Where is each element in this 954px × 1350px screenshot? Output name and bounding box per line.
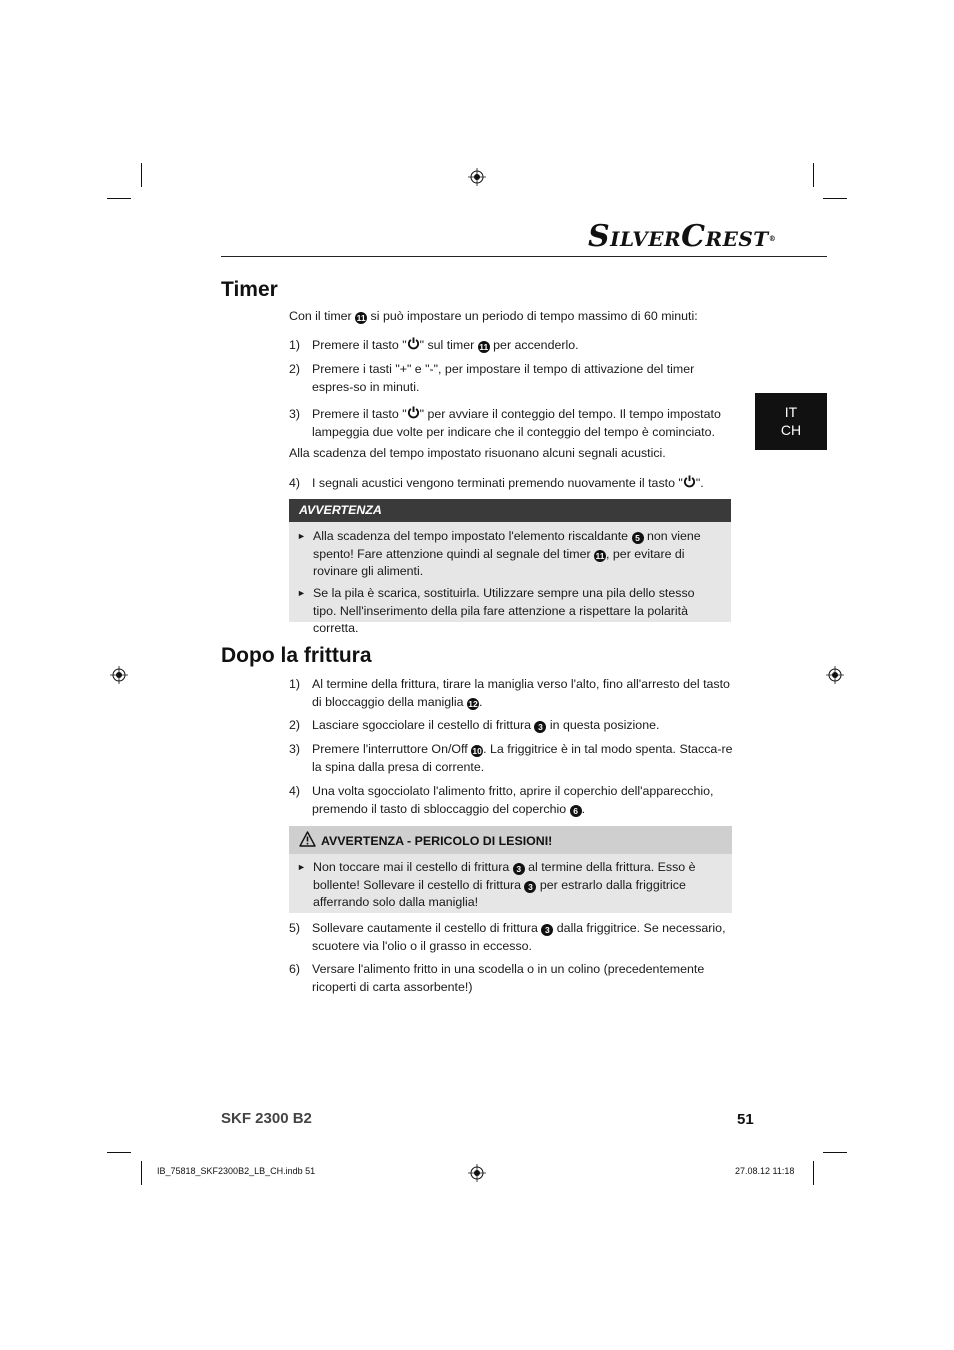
registration-mark-icon: [110, 666, 128, 684]
danger-warning-bullet: ► Non toccare mai il cestello di frittura 3 al termine della frittura. Esso è bollente! Sollevare il cestello di frittura 3 per estrarlo dalla friggitrice afferrando solo dalla maniglia!: [297, 860, 696, 909]
warning-bullet-2: ► Se la pila è scarica, sostituirla. Utilizzare sempre una pila dello stesso tipo. Nell'inserimento della pila fare attenzione a rispettare la polarità corretta.: [297, 586, 695, 635]
bullet-arrow-icon: ►: [297, 588, 306, 598]
registration-mark-icon: [468, 168, 486, 186]
power-icon: [683, 475, 696, 488]
warning-title: AVVERTENZA: [289, 499, 731, 522]
crop-mark: [107, 1152, 131, 1153]
brand-logo: SILVERCREST®: [588, 219, 777, 254]
dopo-step-4: 4) Una volta sgocciolato l'alimento fritto, aprire il coperchio dell'apparecchio, premendo il tasto di sbloccaggio del coperchio 6 .: [289, 784, 714, 816]
crop-mark: [823, 1152, 847, 1153]
power-icon: [407, 337, 420, 350]
ref-number: 11: [356, 313, 366, 323]
footer-model: SKF 2300 B2: [221, 1110, 312, 1127]
timer-intro: Con il timer 11 si può impostare un periodo di tempo massimo di 60 minuti:: [289, 309, 698, 323]
ref-number: 3: [541, 924, 553, 936]
print-slug-right: 27.08.12 11:18: [735, 1166, 795, 1176]
ref-number: 6: [570, 805, 582, 817]
section-title-timer: Timer: [221, 278, 278, 301]
crop-mark: [813, 1161, 814, 1185]
warning-bullet-1: ► Alla scadenza del tempo impostato l'elemento riscaldante 5 non viene spento! Fare attenzione quindi al segnale del timer 11 , per evitare di rovinare gli alimenti.: [297, 529, 701, 578]
timer-step-3: 3) Premere il tasto " " per avviare il conteggio del tempo. Il tempo impostato lampeggia due volte per indicare che il conteggio del tempo è cominciato.: [289, 407, 721, 439]
crop-mark: [141, 1161, 142, 1185]
crop-mark: [107, 198, 131, 199]
ref-number: 11: [479, 342, 489, 352]
section-title-dopo: Dopo la frittura: [221, 644, 372, 667]
registration-mark-icon: [826, 666, 844, 684]
power-icon: [407, 406, 420, 419]
crop-mark: [813, 163, 814, 187]
danger-warning-title: AVVERTENZA - PERICOLO DI LESIONI!: [289, 826, 732, 854]
dopo-step-2: 2) Lasciare sgocciolare il cestello di frittura 3 in questa posizione.: [289, 718, 660, 732]
header-rule: [221, 256, 827, 257]
bullet-arrow-icon: ►: [297, 862, 306, 872]
dopo-step-5: 5) Sollevare cautamente il cestello di frittura 3 dalla friggitrice. Se necessario, scuotere via l'olio o il grasso in eccesso.: [289, 921, 726, 953]
dopo-step-1: 1) Al termine della frittura, tirare la maniglia verso l'alto, fino all'arresto del tasto di bloccaggio della maniglia 12.: [289, 677, 730, 709]
ref-number: 3: [513, 863, 525, 875]
ref-number: 11: [595, 550, 605, 561]
dopo-step-3: 3) Premere l'interruttore On/Off 10. La friggitrice è in tal modo spenta. Stacca-re la spina dalla presa di corrente.: [289, 742, 733, 774]
dopo-step-6: 6) Versare l'alimento fritto in una scodella o in un colino (precedentemente ricoperti di carta assorbente!): [289, 962, 705, 994]
language-tab: IT CH: [755, 393, 827, 450]
print-slug-left: IB_75818_SKF2300B2_LB_CH.indb 51: [157, 1166, 316, 1176]
ref-number: 5: [632, 532, 644, 544]
timer-step-1: 1) Premere il tasto " " sul timer 11 per accenderlo.: [289, 338, 579, 352]
ref-number: 10: [472, 746, 482, 756]
page-number: 51: [737, 1111, 754, 1128]
crop-mark: [823, 198, 847, 199]
ref-number: 12: [468, 698, 478, 709]
warning-triangle-icon: [299, 831, 316, 847]
registration-mark-icon: [468, 1164, 486, 1182]
timer-after-text: Alla scadenza del tempo impostato risuonano alcuni segnali acustici.: [289, 446, 666, 460]
ref-number: 3: [524, 881, 536, 893]
crop-mark: [141, 163, 142, 187]
bullet-arrow-icon: ►: [297, 531, 306, 541]
ref-number: 3: [534, 721, 546, 733]
timer-step-2: 2) Premere i tasti "+" e "-", per impostare il tempo di attivazione del timer espres-so in minuti.: [289, 362, 695, 394]
timer-step-4: 4) I segnali acustici vengono terminati premendo nuovamente il tasto " ".: [289, 476, 704, 490]
